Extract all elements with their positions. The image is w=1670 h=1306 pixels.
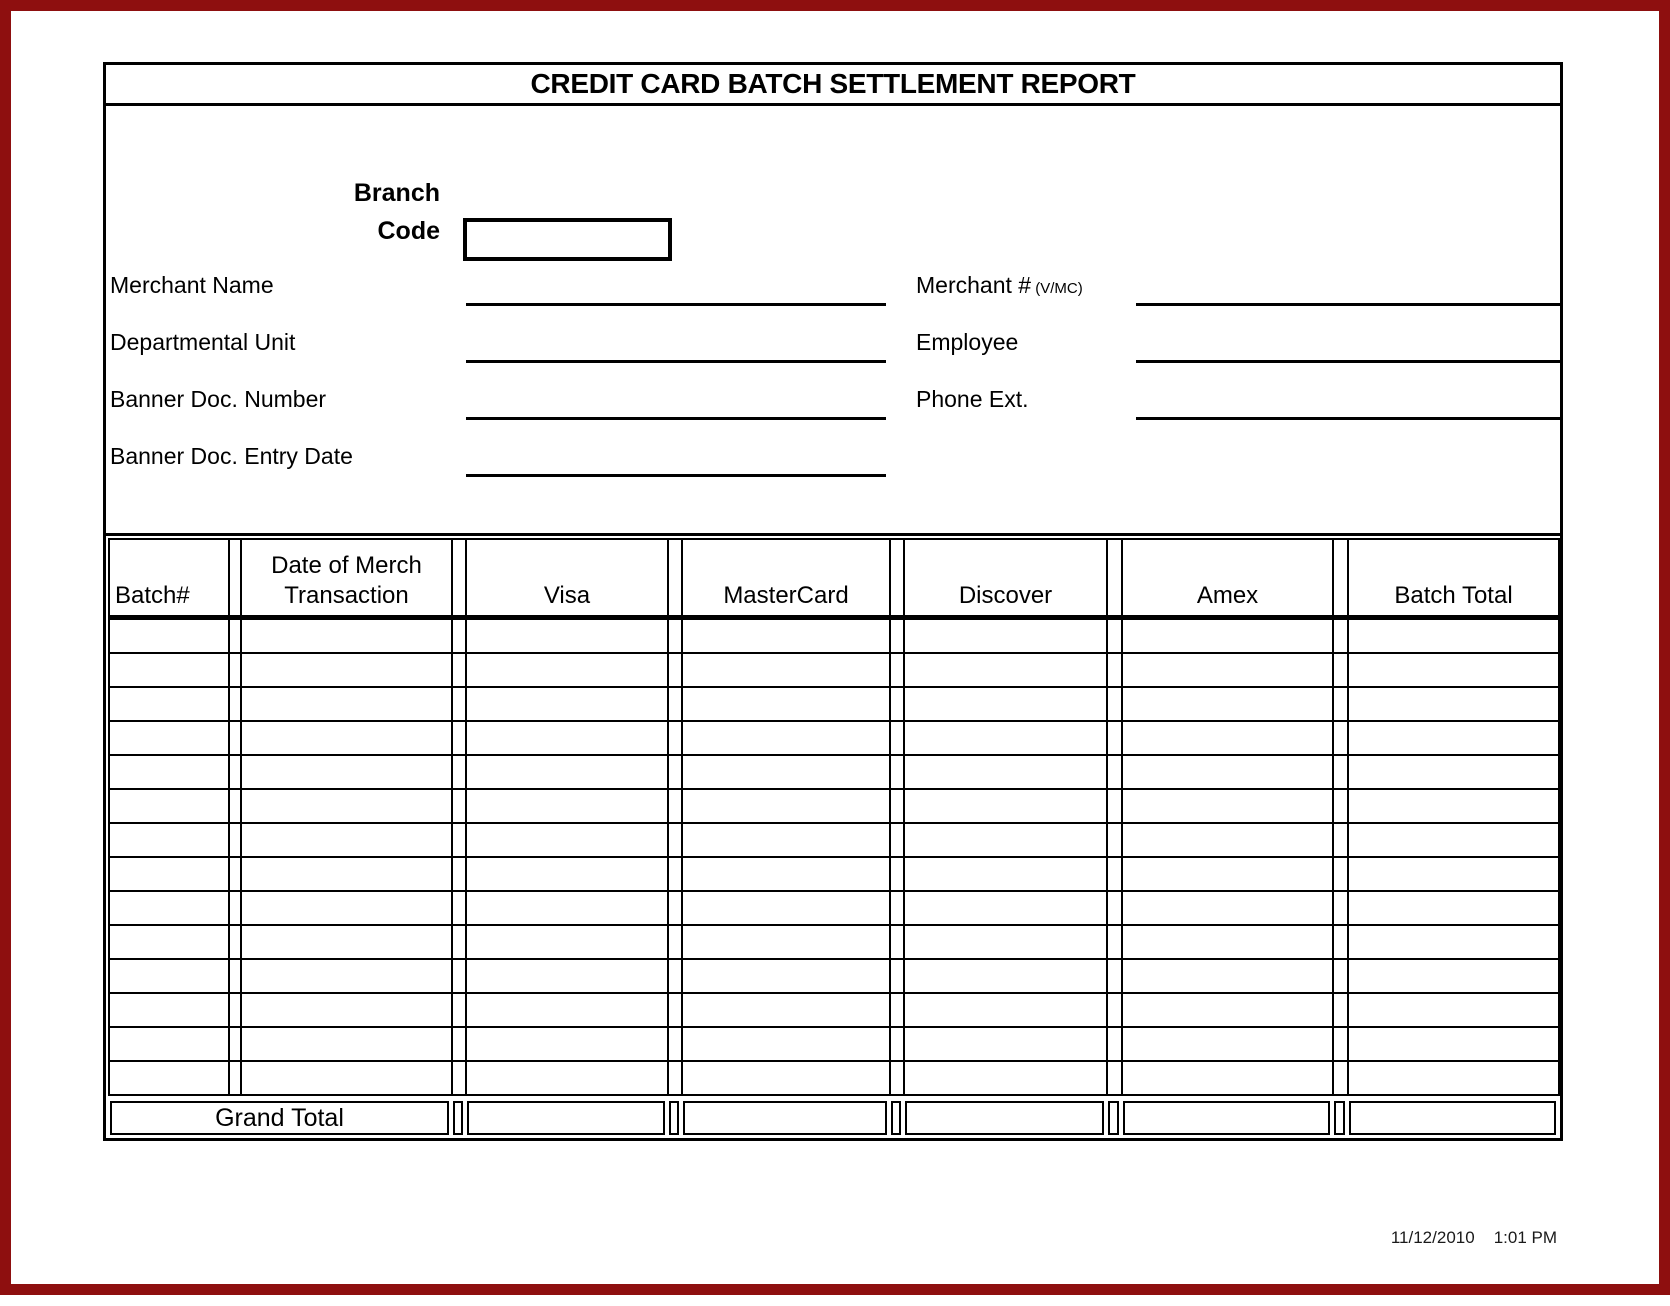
- cell-visa[interactable]: [466, 993, 668, 1027]
- cell-date-of-merch-transaction[interactable]: [241, 687, 452, 721]
- cell-mastercard[interactable]: [682, 1027, 890, 1061]
- cell-spacer: [890, 687, 904, 721]
- cell-spacer: [668, 925, 682, 959]
- grand-total-row: [108, 1101, 1558, 1136]
- cell-amex[interactable]: [1122, 721, 1333, 755]
- cell-discover[interactable]: [904, 925, 1107, 959]
- cell-mastercard[interactable]: [682, 1061, 890, 1095]
- cell-batch-total[interactable]: [1348, 823, 1559, 857]
- cell-discover[interactable]: [904, 1061, 1107, 1095]
- cell-discover[interactable]: [904, 687, 1107, 721]
- cell-spacer: [668, 959, 682, 993]
- cell-mastercard[interactable]: [682, 721, 890, 755]
- cell-spacer: [668, 755, 682, 789]
- cell-mastercard[interactable]: [682, 618, 890, 654]
- cell-spacer: [1107, 618, 1122, 654]
- cell-amex[interactable]: [1122, 891, 1333, 925]
- cell-spacer: [229, 687, 241, 721]
- cell-visa[interactable]: [466, 1027, 668, 1061]
- grand-spacer-box: [1334, 1101, 1345, 1135]
- cell-discover[interactable]: [904, 721, 1107, 755]
- table-row: [109, 925, 1559, 959]
- cell-amex[interactable]: [1122, 823, 1333, 857]
- column-header-amex: Amex: [1122, 539, 1333, 618]
- cell-spacer: [229, 618, 241, 654]
- banner-doc-entry-date-input[interactable]: [466, 474, 886, 477]
- cell-spacer: [452, 925, 466, 959]
- grand-total-visa-box[interactable]: [467, 1101, 665, 1135]
- cell-date-of-merch-transaction[interactable]: [241, 959, 452, 993]
- field-label-departmental-unit: [110, 329, 295, 356]
- cell-batch-total[interactable]: [1348, 993, 1559, 1027]
- cell-amex[interactable]: [1122, 1061, 1333, 1095]
- cell-batch[interactable]: [109, 789, 229, 823]
- cell-date-of-merch-transaction[interactable]: [241, 789, 452, 823]
- cell-batch[interactable]: [109, 959, 229, 993]
- table-row: [109, 1027, 1559, 1061]
- cell-visa[interactable]: [466, 823, 668, 857]
- cell-spacer: [668, 1061, 682, 1095]
- cell-spacer: [890, 789, 904, 823]
- cell-mastercard[interactable]: [682, 925, 890, 959]
- cell-spacer: [890, 653, 904, 687]
- cell-spacer: [1333, 925, 1348, 959]
- cell-spacer: [1333, 823, 1348, 857]
- cell-spacer: [668, 789, 682, 823]
- cell-spacer: [1107, 755, 1122, 789]
- grand-total-label-box: [110, 1101, 449, 1135]
- column-header-visa: Visa: [466, 539, 668, 618]
- grand-total-batch-total-box[interactable]: [1349, 1101, 1556, 1135]
- cell-discover[interactable]: [904, 789, 1107, 823]
- cell-amex[interactable]: [1122, 755, 1333, 789]
- cell-spacer: [229, 823, 241, 857]
- table-row: [109, 857, 1559, 891]
- cell-mastercard[interactable]: [682, 687, 890, 721]
- cell-spacer: [1333, 1027, 1348, 1061]
- cell-amex[interactable]: [1122, 857, 1333, 891]
- cell-date-of-merch-transaction[interactable]: [241, 857, 452, 891]
- cell-spacer: [1333, 857, 1348, 891]
- cell-spacer: [452, 959, 466, 993]
- cell-spacer: [229, 959, 241, 993]
- cell-spacer: [1333, 789, 1348, 823]
- cell-spacer: [452, 1027, 466, 1061]
- grand-spacer-box: [669, 1101, 679, 1135]
- cell-amex[interactable]: [1122, 993, 1333, 1027]
- cell-batch-total[interactable]: [1348, 618, 1559, 654]
- field-label-text: Employee: [916, 329, 1019, 355]
- banner-doc-number-input[interactable]: [466, 417, 886, 420]
- cell-spacer: [1107, 789, 1122, 823]
- cell-spacer: [1333, 618, 1348, 654]
- cell-mastercard[interactable]: [682, 857, 890, 891]
- settlement-grid: [108, 538, 1560, 1096]
- cell-spacer: [229, 891, 241, 925]
- cell-spacer: [890, 925, 904, 959]
- cell-spacer: [890, 755, 904, 789]
- cell-spacer: [452, 857, 466, 891]
- cell-spacer: [1333, 721, 1348, 755]
- table-row: [109, 755, 1559, 789]
- settlement-table: [103, 533, 1563, 1141]
- cell-amex[interactable]: [1122, 959, 1333, 993]
- column-spacer: [1333, 539, 1348, 618]
- cell-spacer: [452, 789, 466, 823]
- cell-spacer: [452, 823, 466, 857]
- cell-spacer: [1333, 687, 1348, 721]
- cell-spacer: [1333, 755, 1348, 789]
- cell-spacer: [668, 823, 682, 857]
- cell-spacer: [890, 618, 904, 654]
- cell-amex[interactable]: [1122, 789, 1333, 823]
- cell-spacer: [452, 721, 466, 755]
- cell-discover[interactable]: [904, 993, 1107, 1027]
- cell-date-of-merch-transaction[interactable]: [241, 653, 452, 687]
- field-label-merchant-name: [110, 272, 274, 299]
- cell-mastercard[interactable]: [682, 755, 890, 789]
- cell-batch-total[interactable]: [1348, 789, 1559, 823]
- cell-spacer: [890, 721, 904, 755]
- cell-visa[interactable]: [466, 925, 668, 959]
- cell-mastercard[interactable]: [682, 653, 890, 687]
- cell-spacer: [229, 1027, 241, 1061]
- column-spacer: [890, 539, 904, 618]
- cell-visa[interactable]: [466, 653, 668, 687]
- table-row: [109, 1061, 1559, 1095]
- table-row: [109, 993, 1559, 1027]
- print-timestamp: [1391, 1228, 1557, 1248]
- cell-batch[interactable]: [109, 687, 229, 721]
- cell-amex[interactable]: [1122, 687, 1333, 721]
- field-label-banner-doc-number: [110, 386, 326, 413]
- field-label-banner-doc-entry-date: [110, 443, 353, 470]
- cell-batch-total[interactable]: [1348, 891, 1559, 925]
- cell-visa[interactable]: [466, 687, 668, 721]
- cell-visa[interactable]: [466, 618, 668, 654]
- field-label-text: Departmental Unit: [110, 329, 296, 355]
- print-time: 1:01 PM: [1493, 1228, 1557, 1247]
- cell-mastercard[interactable]: [682, 789, 890, 823]
- cell-batch[interactable]: [109, 1027, 229, 1061]
- cell-spacer: [668, 687, 682, 721]
- cell-date-of-merch-transaction[interactable]: [241, 721, 452, 755]
- cell-date-of-merch-transaction[interactable]: [241, 925, 452, 959]
- cell-mastercard[interactable]: [682, 959, 890, 993]
- cell-visa[interactable]: [466, 721, 668, 755]
- cell-spacer: [1333, 653, 1348, 687]
- cell-spacer: [1107, 925, 1122, 959]
- departmental-unit-input[interactable]: [466, 360, 886, 363]
- cell-batch-total[interactable]: [1348, 959, 1559, 993]
- cell-batch-total[interactable]: [1348, 925, 1559, 959]
- field-label-text: Banner Doc. Number: [110, 386, 327, 412]
- cell-spacer: [1107, 687, 1122, 721]
- field-label-merchant: [916, 272, 1083, 299]
- cell-date-of-merch-transaction[interactable]: [241, 993, 452, 1027]
- cell-spacer: [890, 823, 904, 857]
- cell-amex[interactable]: [1122, 618, 1333, 654]
- cell-visa[interactable]: [466, 857, 668, 891]
- column-spacer: [1107, 539, 1122, 618]
- cell-date-of-merch-transaction[interactable]: [241, 755, 452, 789]
- cell-batch-total[interactable]: [1348, 1061, 1559, 1095]
- cell-batch-total[interactable]: [1348, 687, 1559, 721]
- cell-spacer: [1107, 1061, 1122, 1095]
- branch-code-input[interactable]: [463, 218, 672, 261]
- cell-spacer: [668, 993, 682, 1027]
- cell-spacer: [229, 789, 241, 823]
- cell-batch-total[interactable]: [1348, 1027, 1559, 1061]
- cell-visa[interactable]: [466, 755, 668, 789]
- branch-label-line2: Code: [377, 217, 440, 245]
- cell-spacer: [1107, 721, 1122, 755]
- field-label-text: Merchant #: [916, 272, 1032, 298]
- cell-spacer: [452, 993, 466, 1027]
- cell-discover[interactable]: [904, 959, 1107, 993]
- phone-ext-input[interactable]: [1136, 417, 1561, 420]
- cell-batch[interactable]: [109, 755, 229, 789]
- field-label-text: Phone Ext.: [916, 386, 1029, 412]
- cell-discover[interactable]: [904, 1027, 1107, 1061]
- branch-label-line1: Branch: [353, 179, 440, 207]
- cell-mastercard[interactable]: [682, 891, 890, 925]
- report-title-bar: [106, 65, 1560, 106]
- cell-discover[interactable]: [904, 618, 1107, 654]
- print-date: 11/12/2010: [1390, 1228, 1475, 1247]
- cell-spacer: [668, 1027, 682, 1061]
- branch-code-label: [240, 174, 440, 250]
- cell-batch-total[interactable]: [1348, 721, 1559, 755]
- cell-mastercard[interactable]: [682, 993, 890, 1027]
- cell-spacer: [668, 721, 682, 755]
- cell-discover[interactable]: [904, 823, 1107, 857]
- column-header-mastercard: MasterCard: [682, 539, 890, 618]
- cell-spacer: [1107, 959, 1122, 993]
- cell-spacer: [1107, 891, 1122, 925]
- cell-spacer: [452, 687, 466, 721]
- cell-mastercard[interactable]: [682, 823, 890, 857]
- field-label-employee: [916, 329, 1018, 356]
- cell-spacer: [1333, 993, 1348, 1027]
- cell-spacer: [1333, 959, 1348, 993]
- column-header-discover: Discover: [904, 539, 1107, 618]
- cell-batch[interactable]: [109, 653, 229, 687]
- merchant-input[interactable]: [1136, 303, 1561, 306]
- cell-date-of-merch-transaction[interactable]: [241, 618, 452, 654]
- cell-spacer: [229, 993, 241, 1027]
- cell-batch[interactable]: [109, 618, 229, 654]
- cell-spacer: [452, 891, 466, 925]
- cell-spacer: [890, 993, 904, 1027]
- table-row: [109, 687, 1559, 721]
- table-header-row: [109, 539, 1559, 618]
- page-title: CREDIT CARD BATCH SETTLEMENT REPORT: [530, 68, 1136, 99]
- cell-spacer: [1333, 891, 1348, 925]
- field-label-text: Banner Doc. Entry Date: [110, 443, 353, 469]
- cell-spacer: [1107, 993, 1122, 1027]
- table-row: [109, 891, 1559, 925]
- column-header-batch: Batch#: [109, 539, 229, 618]
- grand-total-amex-box[interactable]: [1123, 1101, 1330, 1135]
- cell-batch-total[interactable]: [1348, 857, 1559, 891]
- cell-spacer: [668, 857, 682, 891]
- grand-spacer-box: [1108, 1101, 1119, 1135]
- table-row: [109, 959, 1559, 993]
- cell-spacer: [229, 653, 241, 687]
- cell-spacer: [668, 653, 682, 687]
- cell-spacer: [452, 1061, 466, 1095]
- cell-spacer: [229, 925, 241, 959]
- cell-spacer: [1107, 1027, 1122, 1061]
- cell-spacer: [890, 1027, 904, 1061]
- column-spacer: [668, 539, 682, 618]
- cell-batch[interactable]: [109, 891, 229, 925]
- field-label-phone-ext: [916, 386, 1029, 413]
- cell-spacer: [452, 653, 466, 687]
- cell-spacer: [229, 755, 241, 789]
- table-row: [109, 721, 1559, 755]
- cell-batch[interactable]: [109, 993, 229, 1027]
- cell-spacer: [229, 721, 241, 755]
- cell-date-of-merch-transaction[interactable]: [241, 891, 452, 925]
- field-label-text: Merchant Name: [110, 272, 274, 298]
- cell-spacer: [668, 891, 682, 925]
- cell-batch[interactable]: [109, 857, 229, 891]
- cell-date-of-merch-transaction[interactable]: [241, 1061, 452, 1095]
- cell-discover[interactable]: [904, 891, 1107, 925]
- cell-batch[interactable]: [109, 823, 229, 857]
- table-row: [109, 653, 1559, 687]
- merchant-name-input[interactable]: [466, 303, 886, 306]
- grand-spacer-box: [453, 1101, 463, 1135]
- cell-visa[interactable]: [466, 959, 668, 993]
- cell-discover[interactable]: [904, 857, 1107, 891]
- column-spacer: [452, 539, 466, 618]
- column-header-date-of-merch-transaction: Date of Merch Transaction: [241, 539, 452, 618]
- grand-total-discover-box[interactable]: [905, 1101, 1104, 1135]
- cell-spacer: [229, 1061, 241, 1095]
- table-row: [109, 789, 1559, 823]
- cell-batch-total[interactable]: [1348, 653, 1559, 687]
- cell-amex[interactable]: [1122, 925, 1333, 959]
- cell-batch[interactable]: [109, 1061, 229, 1095]
- employee-input[interactable]: [1136, 360, 1561, 363]
- cell-visa[interactable]: [466, 1061, 668, 1095]
- cell-amex[interactable]: [1122, 1027, 1333, 1061]
- cell-date-of-merch-transaction[interactable]: [241, 1027, 452, 1061]
- cell-spacer: [890, 891, 904, 925]
- cell-visa[interactable]: [466, 891, 668, 925]
- cell-spacer: [1107, 823, 1122, 857]
- cell-visa[interactable]: [466, 789, 668, 823]
- cell-batch[interactable]: [109, 925, 229, 959]
- cell-spacer: [890, 1061, 904, 1095]
- field-label-suffix: (V/MC): [1035, 280, 1083, 297]
- cell-spacer: [229, 857, 241, 891]
- cell-spacer: [1107, 857, 1122, 891]
- cell-spacer: [452, 618, 466, 654]
- table-row: [109, 618, 1559, 654]
- column-spacer: [229, 539, 241, 618]
- grand-total-label-text: Grand Total: [215, 1103, 344, 1132]
- cell-spacer: [668, 618, 682, 654]
- cell-batch[interactable]: [109, 721, 229, 755]
- grand-spacer-box: [891, 1101, 901, 1135]
- grand-total-mastercard-box[interactable]: [683, 1101, 887, 1135]
- cell-spacer: [1333, 1061, 1348, 1095]
- cell-discover[interactable]: [904, 755, 1107, 789]
- cell-amex[interactable]: [1122, 653, 1333, 687]
- cell-date-of-merch-transaction[interactable]: [241, 823, 452, 857]
- cell-spacer: [452, 755, 466, 789]
- cell-batch-total[interactable]: [1348, 755, 1559, 789]
- cell-discover[interactable]: [904, 653, 1107, 687]
- cell-spacer: [890, 857, 904, 891]
- column-header-batch-total: Batch Total: [1348, 539, 1559, 618]
- table-row: [109, 823, 1559, 857]
- cell-spacer: [1107, 653, 1122, 687]
- cell-spacer: [890, 959, 904, 993]
